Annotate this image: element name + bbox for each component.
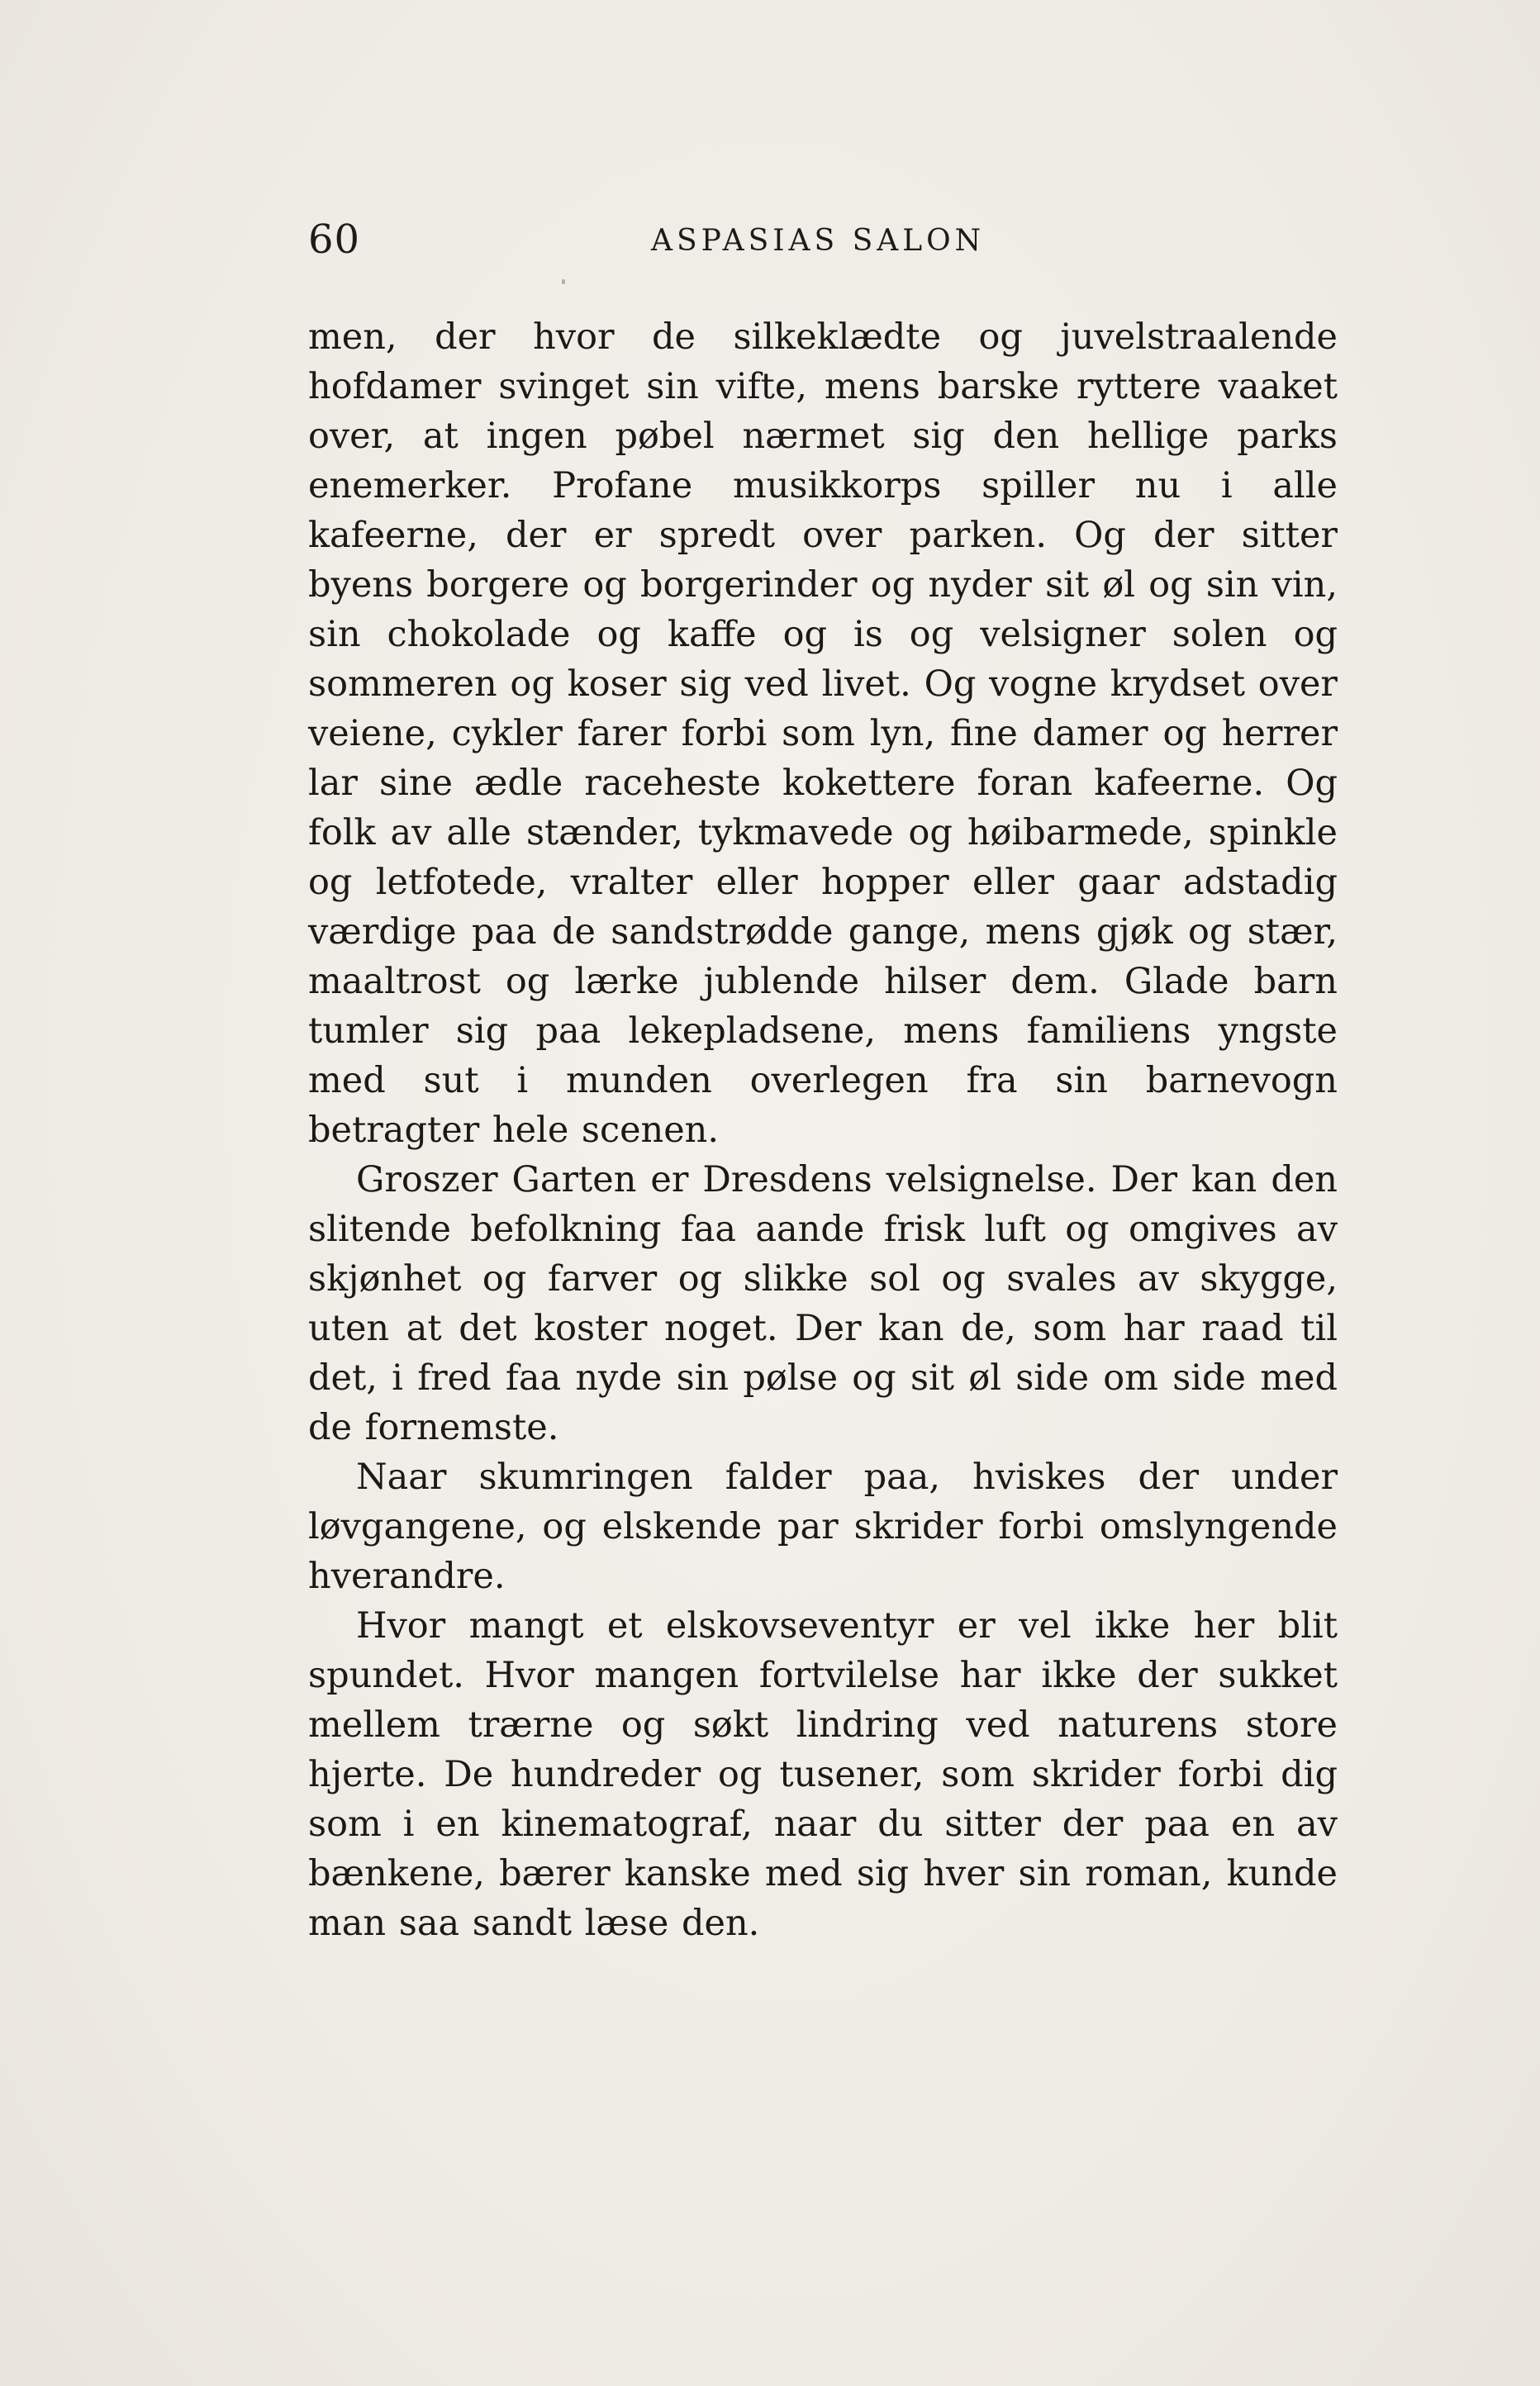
page-number: 60: [308, 216, 361, 263]
paragraph-4: Hvor mangt et elskovseventyr er vel ikke her blit spundet. Hvor mangen fortvilelse har ikke der sukket mellem trærne og søkt lindring ved naturens store hjerte. De hundreder og tusener, som skrider forbi dig som i en kinematograf, naar du sitter der paa en av bænkene, bærer kanske med sig hver sin roman, kunde man saa sandt læse den.: [308, 1605, 1338, 1944]
paragraph-2: Groszer Garten er Dresdens velsignelse. Der kan den slitende befolkning faa aande frisk luft og omgives av skjønhet og farver og slikke sol og svales av skygge, uten at det koster noget. Der kan de, som har raad til det, i fred faa nyde sin pølse og sit øl side om side med de fornemste.: [308, 1159, 1338, 1448]
paragraph-1: men, der hvor de silkeklædte og juvelstraalende hofdamer svinget sin vifte, mens barske ryttere vaaket over, at ingen pøbel nærmet sig den hellige parks enemerker. Profane musikkorps spiller nu i alle kafeerne, der er spredt over parken. Og der sitter byens borgere og borgerinder og nyder sit øl og sin vin, sin chokolade og kaffe og is og velsigner solen og sommeren og koser sig ved livet. Og vogne krydset over veiene, cykler farer forbi som lyn, fine damer og herrer lar sine ædle raceheste kokettere foran kafeerne. Og folk av alle stænder, tykmavede og høibarmede, spinkle og letfotede, vralter eller hopper eller gaar adstadig værdige paa de sandstrødde gange, mens gjøk og stær, maaltrost og lærke jublende hilser dem. Glade barn tumler sig paa lekepladsene, mens familiens yngste med sut i munden overlegen fra sin barnevogn betragter hele scenen.: [308, 316, 1338, 1151]
running-title: ASPASIAS SALON: [651, 224, 986, 258]
body-text: [308, 312, 1338, 1948]
print-speck: [562, 279, 565, 284]
paragraph-3: Naar skumringen falder paa, hviskes der under løvgangene, og elskende par skrider forbi omslyngende hverandre.: [308, 1457, 1338, 1597]
page-header: [308, 213, 1338, 271]
